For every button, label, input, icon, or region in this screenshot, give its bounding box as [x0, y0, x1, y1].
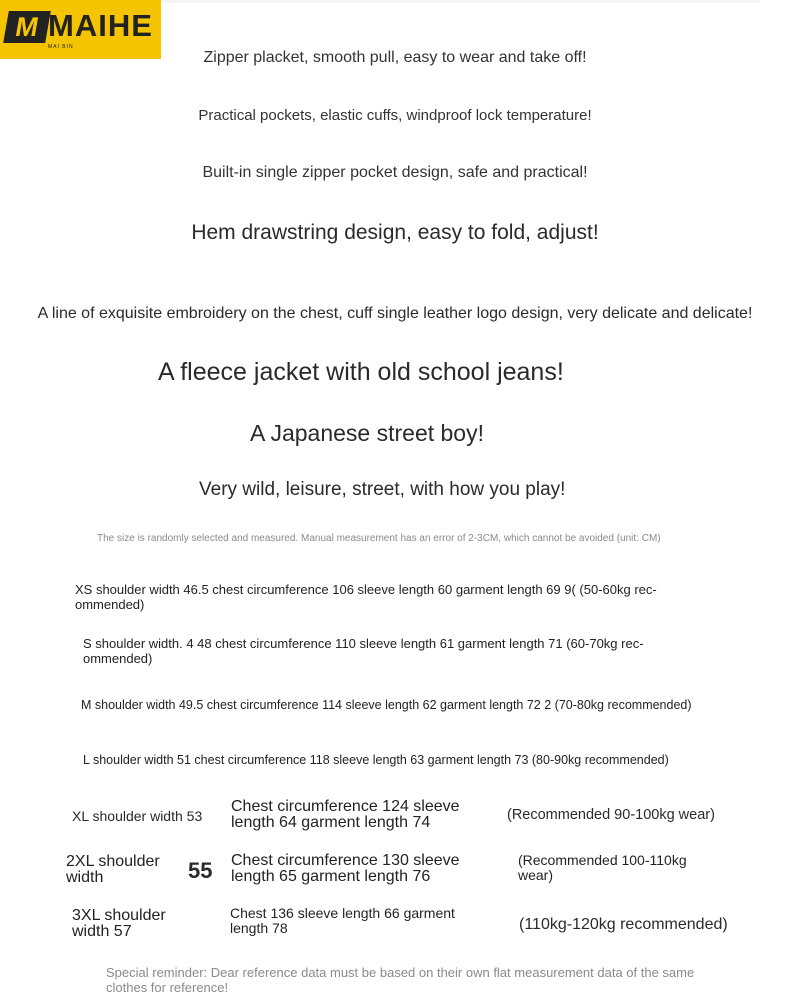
- feature-hem-drawstring: Hem drawstring design, easy to fold, adjust!: [191, 221, 599, 244]
- feature-fleece-jacket: A fleece jacket with old school jeans!: [158, 358, 564, 386]
- size-l: L shoulder width 51 chest circumference 118 sleeve length 63 garment length 73 (80-90kg recommended): [83, 753, 669, 767]
- feature-zipper-placket: Zipper placket, smooth pull, easy to wear and take off!: [203, 49, 587, 66]
- feature-wild-leisure: Very wild, leisure, street, with how you play!: [199, 479, 566, 500]
- size-xl-recommendation: (Recommended 90-100kg wear): [507, 807, 715, 823]
- feature-zipper-pocket: Built-in single zipper pocket design, safe and practical!: [202, 164, 588, 181]
- size-s: S shoulder width. 4 48 chest circumference 110 sleeve length 61 garment length 71 (60-70kg rec-ommended): [83, 636, 644, 666]
- logo-name: MAIHE: [48, 8, 153, 43]
- feature-pockets: Practical pockets, elastic cuffs, windproof lock temperature!: [198, 107, 592, 124]
- size-note: The size is randomly selected and measured. Manual measurement has an error of 2-3CM, which cannot be avoided (unit: CM): [97, 533, 661, 544]
- size-m: M shoulder width 49.5 chest circumference 114 sleeve length 62 garment length 72 2 (70-80kg recommended): [81, 698, 692, 712]
- size-xl-measurements: Chest circumference 124 sleeve length 64 garment length 74: [231, 798, 460, 831]
- top-divider: [160, 0, 760, 3]
- size-2xl-measurements: Chest circumference 130 sleeve length 65 garment length 76: [231, 852, 460, 885]
- size-3xl-recommendation: (110kg-120kg recommended): [519, 916, 728, 933]
- special-reminder: Special reminder: Dear reference data must be based on their own flat measurement data of the same clothes for reference!: [106, 965, 695, 995]
- size-3xl-measurements: Chest 136 sleeve length 66 garment length 78: [230, 905, 455, 936]
- size-3xl-shoulder: 3XL shoulder width 57: [72, 907, 166, 940]
- size-2xl-shoulder-value: 55: [188, 858, 213, 883]
- size-2xl-shoulder: 2XL shoulder width: [66, 853, 160, 886]
- feature-street-boy: A Japanese street boy!: [250, 420, 484, 446]
- size-xs: XS shoulder width 46.5 chest circumference 106 sleeve length 60 garment length 69 9( (50-60kg rec-ommended): [75, 582, 657, 612]
- size-2xl-recommendation: (Recommended 100-110kg wear): [518, 852, 687, 883]
- logo-subtext: MAI BIN: [48, 44, 74, 50]
- logo-mark: M: [3, 11, 51, 43]
- size-xl-shoulder: XL shoulder width 53: [72, 808, 203, 824]
- feature-embroidery: A line of exquisite embroidery on the chest, cuff single leather logo design, very delicate and delicate!: [37, 305, 753, 322]
